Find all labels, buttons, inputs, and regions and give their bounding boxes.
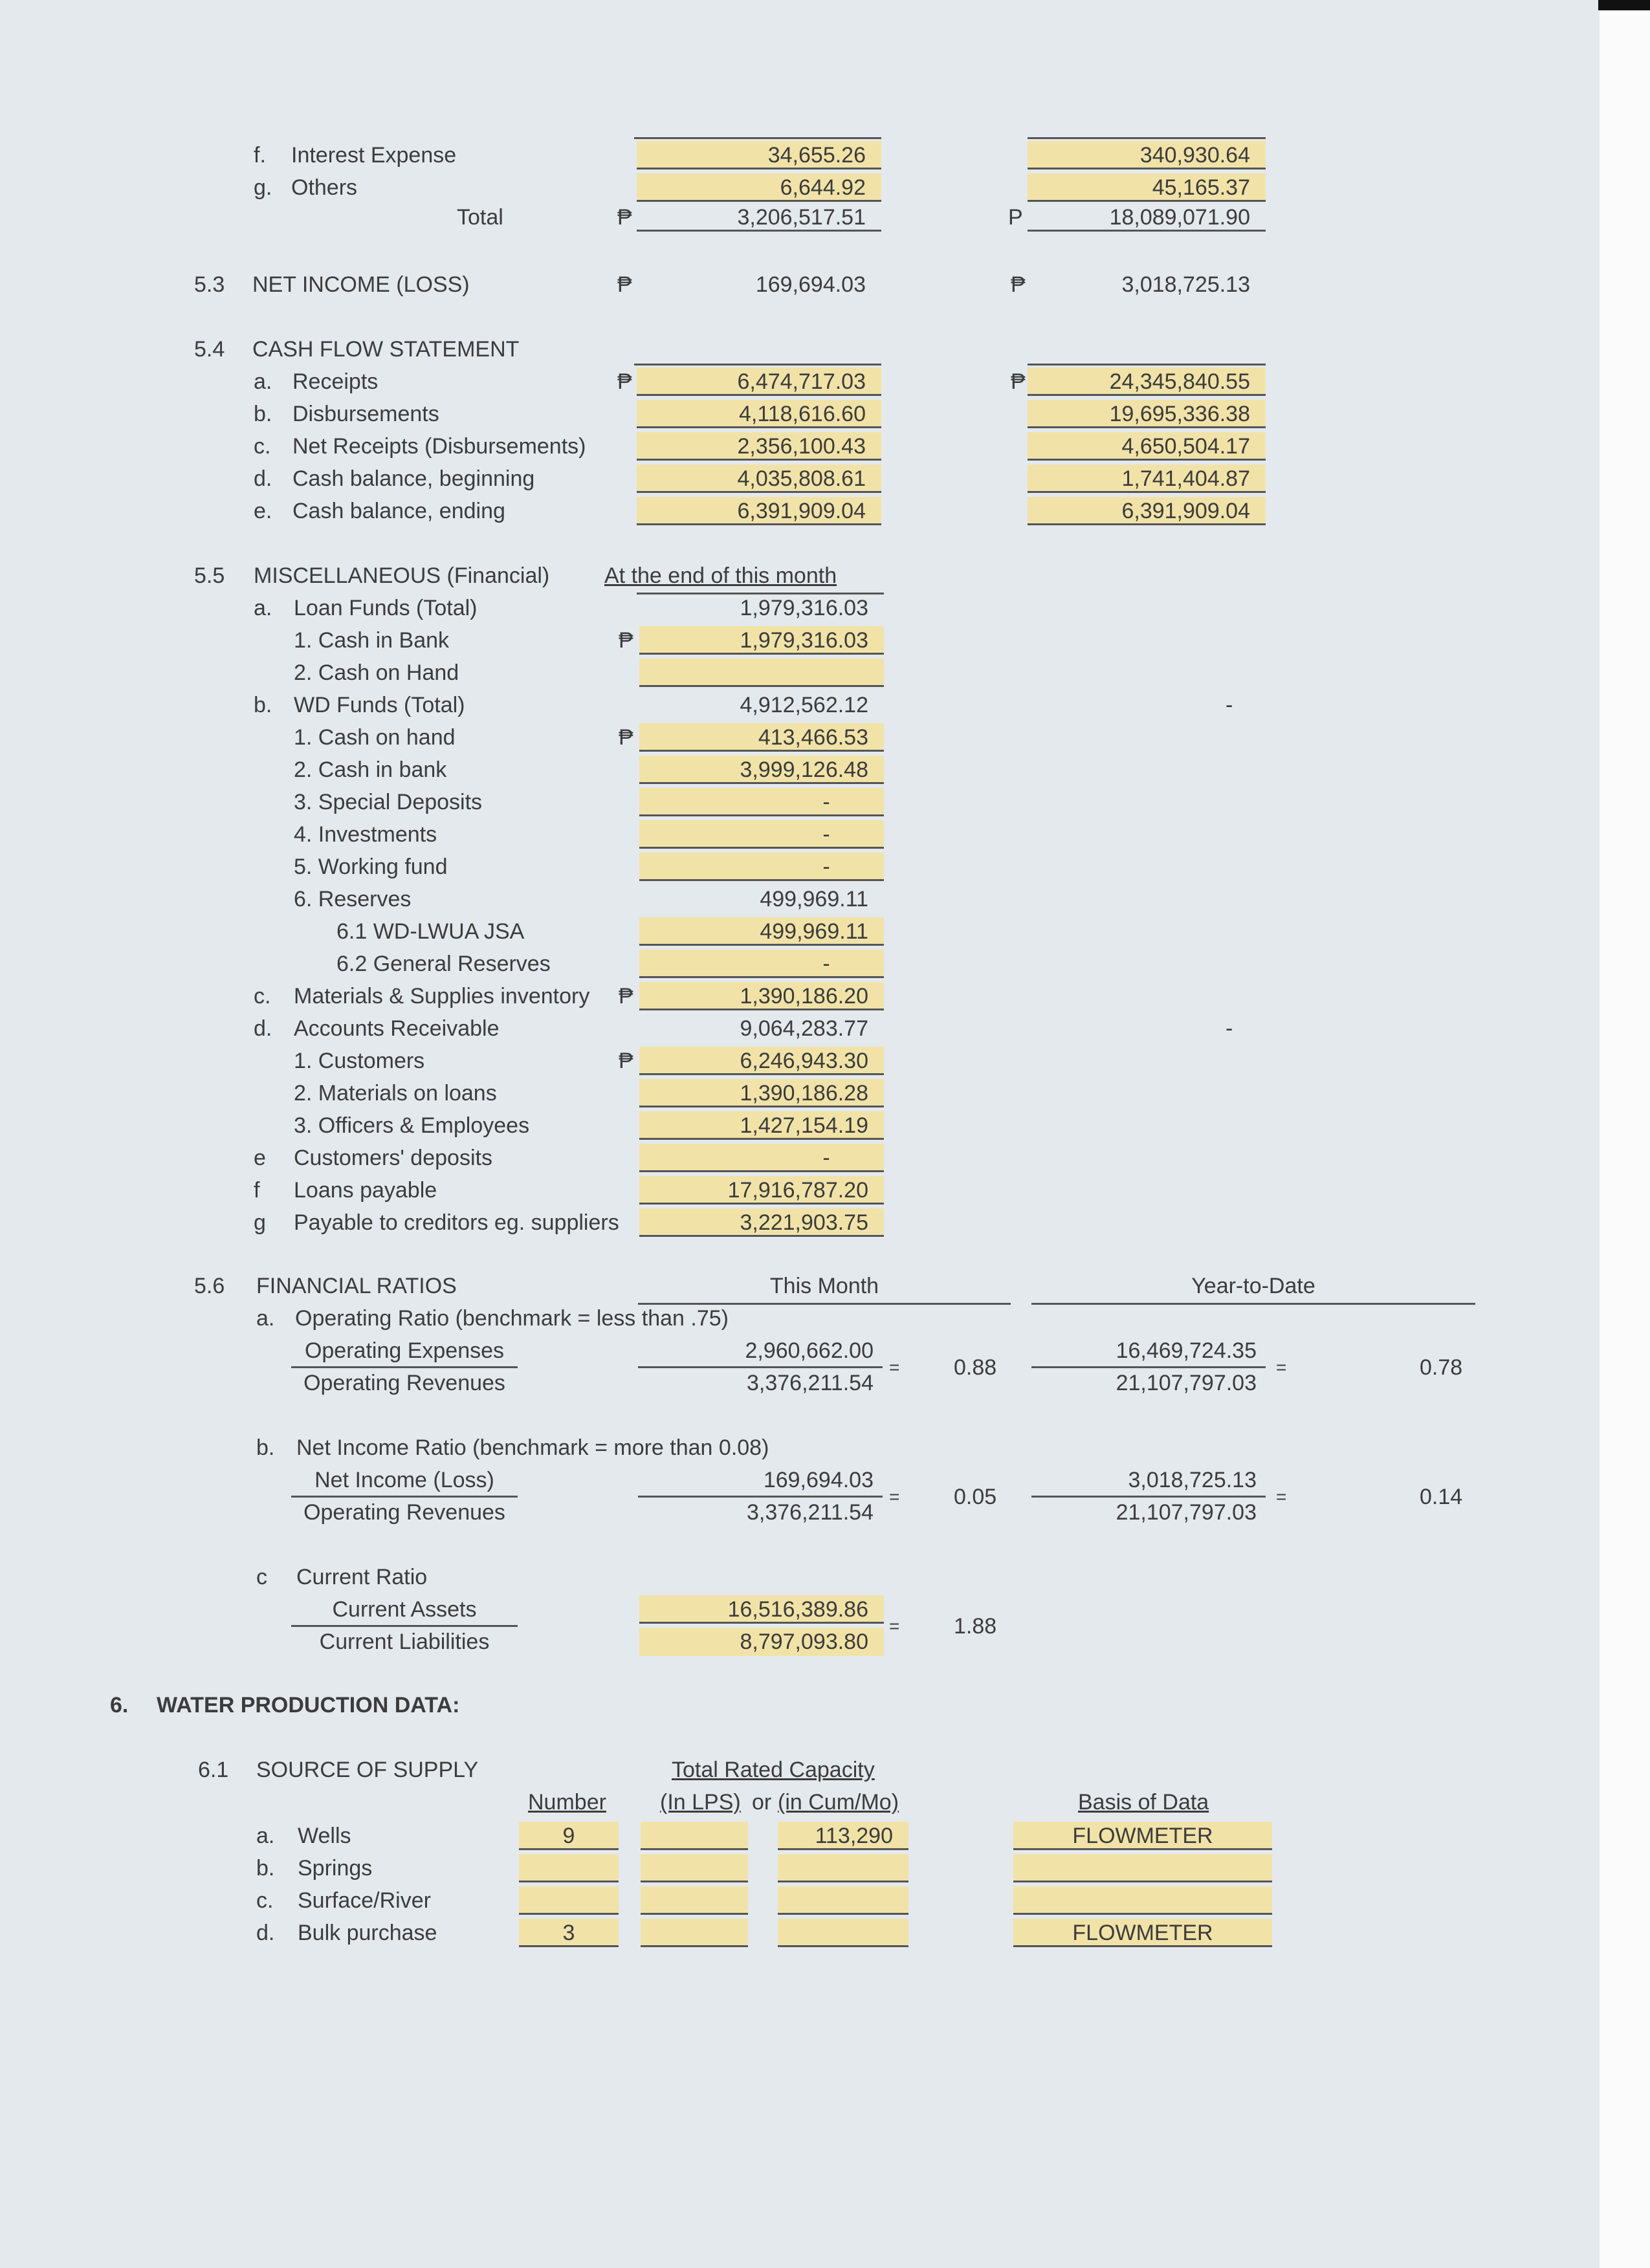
row-letter: a.	[256, 1824, 275, 1848]
ratios-title: FINANCIAL RATIOS	[256, 1274, 457, 1298]
operating-ratio-title: Operating Ratio (benchmark = less than .75)	[295, 1306, 729, 1331]
current-liabilities-value: 8,797,093.80	[639, 1628, 884, 1656]
row-letter: g.	[254, 175, 272, 200]
others-ytd: 45,165.37	[1028, 173, 1266, 202]
water-production-title: WATER PRODUCTION DATA:	[157, 1693, 460, 1717]
row-letter: c.	[256, 1888, 274, 1913]
misc-row-value: 6,246,943.30	[639, 1047, 884, 1075]
peso-sign: P	[1008, 205, 1023, 230]
row-letter: d.	[256, 1921, 275, 1945]
misc-title: MISCELLANEOUS (Financial)	[254, 563, 550, 588]
misc-row-value: -	[639, 853, 884, 881]
supply-cum	[778, 1886, 908, 1915]
misc-row-value: -	[639, 820, 884, 849]
misc-row-value: 1,390,186.20	[639, 982, 884, 1010]
or-text: or	[752, 1790, 772, 1815]
cash-flow-row-label: Disbursements	[292, 402, 439, 426]
rule	[634, 364, 881, 365]
misc-row-value: 4,912,562.12	[740, 693, 868, 717]
net-income-ytd: 3,018,725.13	[1128, 1468, 1257, 1492]
op-revenues-month: 3,376,211.54	[747, 1371, 874, 1395]
equals-sign: =	[1276, 1357, 1287, 1377]
misc-row-label: Loan Funds (Total)	[294, 596, 478, 620]
fraction-bar	[291, 1496, 518, 1498]
page-edge	[1600, 0, 1650, 2268]
total-ytd: 18,089,071.90	[1028, 203, 1266, 232]
net-income-month: 169,694.03	[763, 1468, 874, 1492]
misc-row-label: 1. Cash on hand	[294, 725, 456, 750]
operating-revenues-label: Operating Revenues	[303, 1500, 505, 1525]
rule	[1028, 364, 1266, 365]
fraction-bar	[1031, 1496, 1266, 1498]
fraction-bar	[638, 1496, 883, 1498]
current-ratio-value: 1.88	[954, 1614, 997, 1639]
misc-row-label: 2. Cash in bank	[294, 758, 447, 782]
col-this-month: This Month	[769, 1274, 879, 1298]
row-letter: a.	[256, 1306, 275, 1331]
cash-flow-row-label: Net Receipts (Disbursements)	[292, 434, 586, 459]
supply-number: 3	[519, 1919, 619, 1947]
cash-flow-ytd-value: 24,345,840.55	[1028, 367, 1266, 396]
cash-flow-month-value: 2,356,100.43	[637, 432, 881, 461]
rule	[1031, 1303, 1475, 1305]
misc-row-label: Loans payable	[294, 1178, 437, 1203]
cash-flow-ytd-value: 1,741,404.87	[1028, 464, 1266, 493]
misc-column-header: At the end of this month	[604, 563, 837, 588]
misc-row-value: 3,999,126.48	[639, 756, 884, 784]
misc-row-label: 3. Special Deposits	[294, 790, 483, 814]
row-letter: a.	[254, 369, 272, 394]
supply-row-label: Bulk purchase	[298, 1921, 437, 1945]
current-assets-value: 16,516,389.86	[639, 1595, 884, 1624]
misc-row-label: WD Funds (Total)	[294, 693, 465, 717]
cash-flow-row-label: Receipts	[292, 369, 379, 394]
section-number: 5.3	[194, 272, 225, 297]
row-letter: f.	[254, 143, 266, 168]
misc-row-value: -	[639, 788, 884, 816]
misc-row-label: Accounts Receivable	[294, 1016, 500, 1041]
row-letter: e	[254, 1146, 266, 1170]
net-income-ratio-title: Net Income Ratio (benchmark = more than 0.08)	[296, 1435, 769, 1460]
cum-header: (in Cum/Mo)	[778, 1790, 899, 1815]
current-assets-label: Current Assets	[332, 1597, 477, 1622]
rule	[1028, 137, 1266, 139]
misc-row-label: Customers' deposits	[294, 1146, 492, 1170]
interest-expense-label: Interest Expense	[291, 143, 457, 168]
fraction-bar	[638, 1366, 883, 1368]
misc-row-value: 499,969.11	[639, 917, 884, 946]
misc-row-value: 413,466.53	[639, 723, 884, 752]
misc-row-value: 17,916,787.20	[639, 1176, 884, 1205]
supply-number	[519, 1886, 619, 1915]
misc-row-label: 1. Customers	[294, 1049, 425, 1073]
others-label: Others	[291, 175, 358, 200]
supply-cum	[778, 1854, 908, 1882]
misc-row-value: 499,969.11	[760, 887, 868, 911]
section-number: 5.6	[194, 1274, 225, 1298]
rule	[637, 593, 884, 594]
peso-sign: ₱	[1011, 272, 1026, 297]
misc-row-value	[639, 659, 884, 687]
cash-flow-ytd-value: 19,695,336.38	[1028, 400, 1266, 428]
supply-lps	[641, 1919, 748, 1947]
section-number: 6.	[110, 1693, 129, 1717]
fraction-bar	[1031, 1366, 1266, 1368]
supply-number	[519, 1854, 619, 1882]
supply-number: 9	[519, 1822, 619, 1850]
peso-sign: ₱	[619, 725, 633, 750]
peso-sign: ₱	[1011, 369, 1026, 394]
supply-lps	[641, 1886, 748, 1915]
misc-row-label: Materials & Supplies inventory	[294, 984, 590, 1009]
equals-sign: =	[1276, 1487, 1287, 1507]
basis-of-data-header: Basis of Data	[1078, 1790, 1209, 1815]
supply-row-label: Wells	[298, 1824, 351, 1848]
total-rated-capacity-header: Total Rated Capacity	[672, 1758, 875, 1782]
misc-row-label: 6.2 General Reserves	[336, 952, 551, 976]
misc-row-value: 1,427,154.19	[639, 1111, 884, 1140]
supply-row-label: Springs	[298, 1856, 373, 1881]
row-letter: b.	[256, 1856, 275, 1881]
row-letter: e.	[254, 499, 272, 523]
row-letter: b.	[254, 693, 272, 717]
supply-basis: FLOWMETER	[1013, 1822, 1272, 1850]
op-expenses-month: 2,960,662.00	[745, 1338, 874, 1363]
cash-flow-month-value: 6,474,717.03	[637, 367, 881, 396]
misc-row-value: 3,221,903.75	[639, 1208, 884, 1237]
row-letter: d.	[254, 466, 272, 491]
supply-basis	[1013, 1854, 1272, 1882]
rule	[634, 137, 881, 139]
cash-flow-month-value: 4,118,616.60	[637, 400, 881, 428]
source-of-supply-title: SOURCE OF SUPPLY	[256, 1758, 479, 1782]
row-letter: f	[254, 1178, 260, 1203]
misc-row-label: 2. Materials on loans	[294, 1081, 497, 1106]
misc-row-value: 1,979,316.03	[639, 626, 884, 655]
current-liabilities-label: Current Liabilities	[319, 1630, 490, 1654]
net-income-ratio-month: 0.05	[954, 1485, 997, 1509]
row-letter: c.	[254, 434, 271, 459]
operating-revenues-label: Operating Revenues	[303, 1371, 505, 1395]
current-ratio-title: Current Ratio	[296, 1565, 428, 1589]
number-header: Number	[528, 1790, 606, 1815]
peso-sign: ₱	[619, 628, 633, 653]
net-income-label: NET INCOME (LOSS)	[252, 272, 470, 297]
misc-row-label: Payable to creditors eg. suppliers	[294, 1210, 619, 1235]
misc-row-label: 3. Officers & Employees	[294, 1113, 530, 1138]
row-letter: c.	[254, 984, 271, 1009]
dash: -	[1226, 693, 1233, 717]
total-month: 3,206,517.51	[637, 203, 881, 232]
row-letter: c	[256, 1565, 267, 1589]
equals-sign: =	[889, 1487, 900, 1507]
net-income-ytd: 3,018,725.13	[1121, 272, 1250, 297]
op-revenues-ytd: 21,107,797.03	[1116, 1371, 1257, 1395]
misc-row-label: 6.1 WD-LWUA JSA	[336, 919, 525, 944]
row-letter: g	[254, 1210, 266, 1235]
dash: -	[1226, 1016, 1233, 1041]
cash-flow-month-value: 6,391,909.04	[637, 497, 881, 525]
rule	[638, 1303, 1011, 1305]
misc-row-value: -	[639, 950, 884, 978]
cash-flow-ytd-value: 6,391,909.04	[1028, 497, 1266, 525]
fraction-bar	[291, 1625, 518, 1627]
peso-sign: ₱	[617, 205, 632, 230]
misc-row-label: 1. Cash in Bank	[294, 628, 450, 653]
section-number: 5.4	[194, 337, 225, 362]
row-letter: a.	[254, 596, 272, 620]
others-month: 6,644.92	[637, 173, 881, 202]
fraction-bar	[291, 1366, 518, 1368]
cash-flow-row-label: Cash balance, ending	[292, 499, 505, 523]
net-income-month: 169,694.03	[755, 272, 866, 297]
peso-sign: ₱	[617, 272, 632, 297]
supply-lps	[641, 1854, 748, 1882]
op-revenues-month: 3,376,211.54	[747, 1500, 874, 1525]
misc-row-label: 6. Reserves	[294, 887, 412, 911]
interest-expense-ytd: 340,930.64	[1028, 141, 1266, 169]
cash-flow-row-label: Cash balance, beginning	[292, 466, 535, 491]
misc-row-value: 1,390,186.28	[639, 1079, 884, 1107]
subsection-number: 6.1	[198, 1758, 229, 1782]
row-letter: b.	[256, 1435, 275, 1460]
misc-row-label: 2. Cash on Hand	[294, 660, 459, 685]
cash-flow-month-value: 4,035,808.61	[637, 464, 881, 493]
operating-ratio-month: 0.88	[954, 1355, 997, 1380]
supply-row-label: Surface/River	[298, 1888, 431, 1913]
net-income-label: Net Income (Loss)	[314, 1468, 494, 1492]
row-letter: d.	[254, 1016, 272, 1041]
cash-flow-title: CASH FLOW STATEMENT	[252, 337, 520, 362]
section-number: 5.5	[194, 563, 225, 588]
interest-expense-month: 34,655.26	[637, 141, 881, 169]
supply-cum	[778, 1919, 908, 1947]
scan-corner	[1598, 0, 1650, 10]
supply-basis: FLOWMETER	[1013, 1919, 1272, 1947]
supply-basis	[1013, 1886, 1272, 1915]
equals-sign: =	[889, 1357, 900, 1377]
operating-ratio-ytd: 0.78	[1420, 1355, 1463, 1380]
total-label: Total	[457, 205, 503, 230]
row-letter: b.	[254, 402, 272, 426]
supply-lps	[641, 1822, 748, 1850]
lps-header: (In LPS)	[660, 1790, 741, 1815]
misc-row-value: 1,979,316.03	[740, 596, 868, 620]
cash-flow-ytd-value: 4,650,504.17	[1028, 432, 1266, 461]
peso-sign: ₱	[619, 984, 633, 1009]
supply-cum: 113,290	[778, 1822, 908, 1850]
op-expenses-ytd: 16,469,724.35	[1116, 1338, 1257, 1363]
misc-row-value: 9,064,283.77	[740, 1016, 868, 1041]
misc-row-value: -	[639, 1144, 884, 1172]
operating-expenses-label: Operating Expenses	[304, 1338, 505, 1363]
equals-sign: =	[889, 1616, 900, 1636]
op-revenues-ytd: 21,107,797.03	[1116, 1500, 1257, 1525]
peso-sign: ₱	[619, 1049, 633, 1073]
col-year-to-date: Year-to-Date	[1191, 1274, 1315, 1298]
misc-row-label: 5. Working fund	[294, 855, 448, 879]
peso-sign: ₱	[617, 369, 632, 394]
net-income-ratio-ytd: 0.14	[1420, 1485, 1463, 1509]
misc-row-label: 4. Investments	[294, 822, 437, 847]
